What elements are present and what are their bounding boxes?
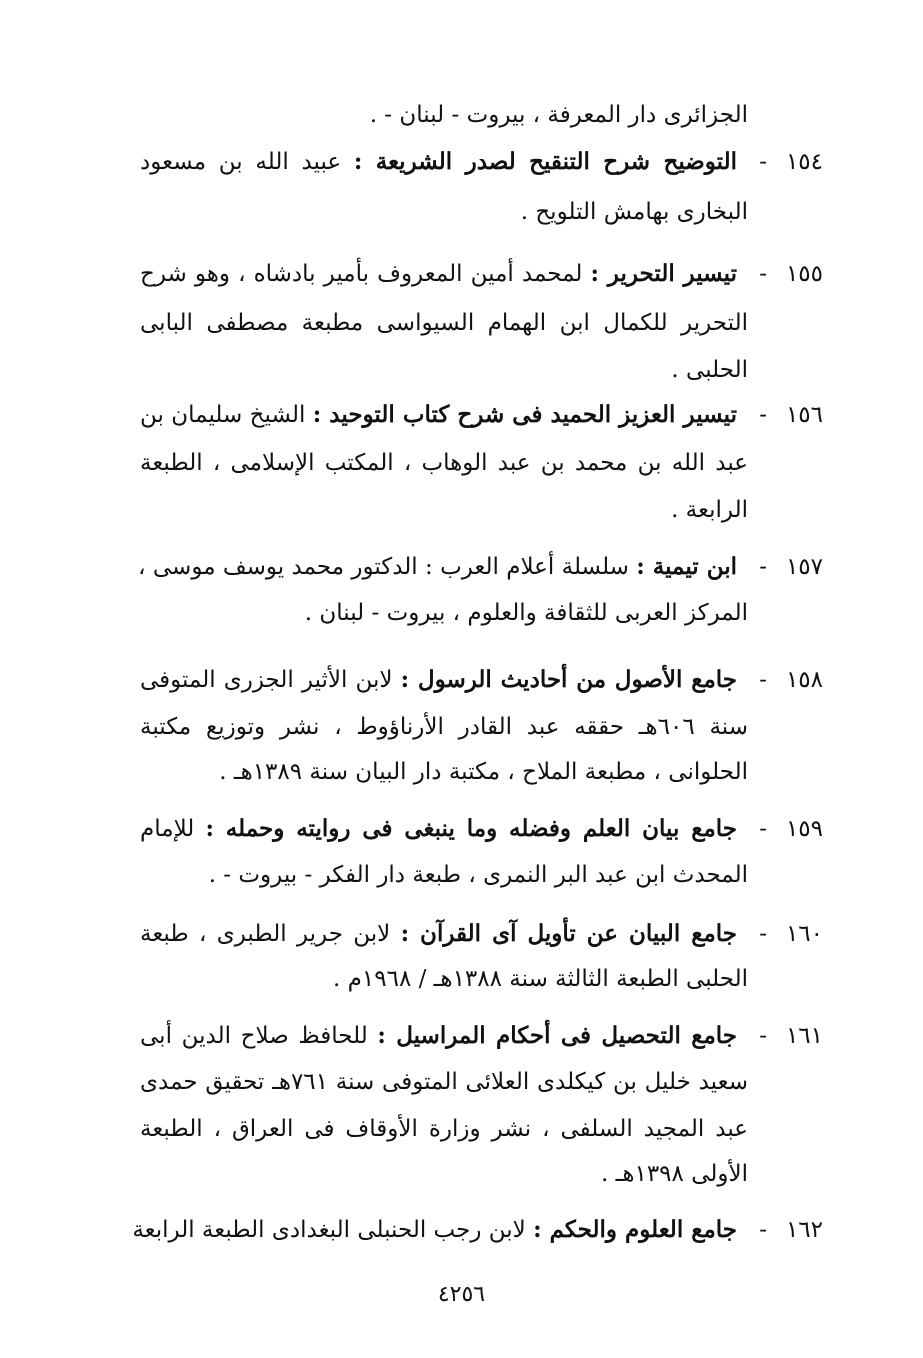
- entry-text: للحافظ صلاح الدين أبى: [140, 1023, 368, 1049]
- entry-text: الرابعة .: [671, 497, 748, 523]
- entry-title: جامع العلوم والحكم :: [533, 1216, 737, 1243]
- continuation-line: [370, 98, 748, 132]
- entry-text: لابن جرير الطبرى ، طبعة: [140, 921, 391, 947]
- entry-title: ابن تيمية :: [636, 553, 737, 580]
- entry-161-line-1: [140, 1019, 823, 1053]
- entry-text: الأولى ١٣٩٨هـ .: [600, 1161, 748, 1187]
- entry-number: ١٥٨: [785, 667, 823, 693]
- entry-title: تيسير التحرير :: [590, 260, 738, 287]
- entry-text: الحلبى الطبعة الثالثة سنة ١٣٨٨هـ / ١٩٦٨م .: [333, 966, 748, 992]
- entry-text: للإمام: [140, 816, 195, 842]
- entry-159-line-2: [209, 858, 748, 892]
- entry-155-line-3: [671, 353, 748, 387]
- entry-text: عبيد الله بن مسعود: [140, 149, 342, 175]
- entry-160-line-1: [140, 917, 823, 951]
- entry-156-line-3: [671, 493, 748, 527]
- entry-text: الحلوانى ، مطبعة الملاح ، مكتبة دار البيان سنة ١٣٨٩هـ .: [219, 759, 748, 785]
- entry-dash: -: [759, 402, 767, 428]
- entry-157-line-2: [305, 596, 748, 630]
- entry-title: تيسير العزيز الحميد فى شرح كتاب التوحيد :: [312, 401, 737, 428]
- entry-text: لابن الأثير الجزرى المتوفى: [140, 667, 393, 693]
- entry-number: ١٥٩: [785, 816, 824, 842]
- entry-155-line-1: [140, 257, 823, 291]
- entry-158-line-2: [140, 710, 748, 744]
- entry-text: سنة ٦٠٦هـ حققه عبد القادر الأرناؤوط ، نشر وتوزيع مكتبة: [140, 714, 749, 740]
- entry-159-line-1: [140, 812, 823, 846]
- entry-dash: -: [759, 816, 768, 842]
- entry-text: التحرير للكمال ابن الهمام السيواسى مطبعة مصطفى البابى: [140, 310, 748, 336]
- entry-title: جامع بيان العلم وفضله وما ينبغى فى روايته وحمله :: [205, 815, 738, 842]
- entry-number: ١٥٧: [785, 554, 823, 580]
- entry-text: المركز العربى للثقافة والعلوم ، بيروت - لبنان .: [304, 600, 748, 626]
- entry-number: ١٥٤: [785, 149, 824, 175]
- entry-text: سلسلة أعلام العرب : الدكتور محمد يوسف موسى ،: [138, 554, 629, 580]
- entry-title: التوضيح شرح التنقيح لصدر الشريعة :: [353, 148, 738, 175]
- entry-dash: -: [759, 1023, 767, 1049]
- entry-text: عبد المجيد السلفى ، نشر وزارة الأوقاف فى العراق ، الطبعة: [140, 1116, 748, 1142]
- entry-number: ١٥٥: [785, 261, 824, 287]
- page-number: ٤٢٥٦: [437, 1282, 486, 1307]
- entry-number: ١٥٦: [785, 402, 823, 428]
- entry-162-line-1: [132, 1213, 823, 1247]
- entry-160-line-2: [333, 962, 748, 996]
- entry-156-line-2: [140, 446, 748, 480]
- entry-text: عبد الله بن محمد بن عبد الوهاب ، المكتب الإسلامى ، الطبعة: [140, 450, 748, 476]
- entry-dash: -: [759, 554, 767, 580]
- entry-dash: -: [759, 921, 767, 947]
- entry-number: ١٦١: [785, 1023, 823, 1049]
- entry-154-line-2: [521, 195, 748, 229]
- entry-157-line-1: [140, 550, 823, 584]
- entry-title: جامع التحصيل فى أحكام المراسيل :: [377, 1022, 737, 1049]
- entry-156-line-1: [140, 398, 823, 432]
- entry-161-line-3: [140, 1112, 748, 1146]
- entry-dash: -: [759, 149, 768, 175]
- entry-text: لمحمد أمين المعروف بأمير بادشاه ، وهو شرح: [140, 261, 583, 287]
- entry-text: سعيد خليل بن كيكلدى العلائى المتوفى سنة ٧٦١هـ تحقيق حمدى: [140, 1069, 748, 1095]
- entry-number: ١٦٢: [785, 1217, 823, 1243]
- entry-161-line-4: [601, 1157, 748, 1191]
- entry-number: ١٦٠: [785, 921, 823, 947]
- entry-dash: -: [759, 1217, 767, 1243]
- entry-text: الشيخ سليمان بن: [140, 402, 306, 428]
- entry-title: جامع الأصول من أحاديث الرسول :: [400, 666, 737, 693]
- continuation-text: الجزائرى دار المعرفة ، بيروت - لبنان - .: [369, 102, 748, 128]
- entry-dash: -: [759, 261, 768, 287]
- entry-text: البخارى بهامش التلويح .: [520, 199, 748, 225]
- entry-text: لابن رجب الحنبلى البغدادى الطبعة الرابعة: [132, 1217, 526, 1243]
- entry-161-line-2: [140, 1065, 748, 1099]
- entry-dash: -: [759, 667, 767, 693]
- entry-title: جامع البيان عن تأويل آى القرآن :: [400, 920, 737, 947]
- entry-text: المحدث ابن عبد البر النمرى ، طبعة دار الفكر - بيروت - .: [208, 862, 748, 888]
- entry-158-line-1: [140, 663, 823, 697]
- entry-158-line-3: [219, 755, 748, 789]
- entry-155-line-2: [140, 306, 748, 340]
- entry-154-line-1: [140, 145, 823, 179]
- entry-text: الحلبى .: [671, 357, 748, 383]
